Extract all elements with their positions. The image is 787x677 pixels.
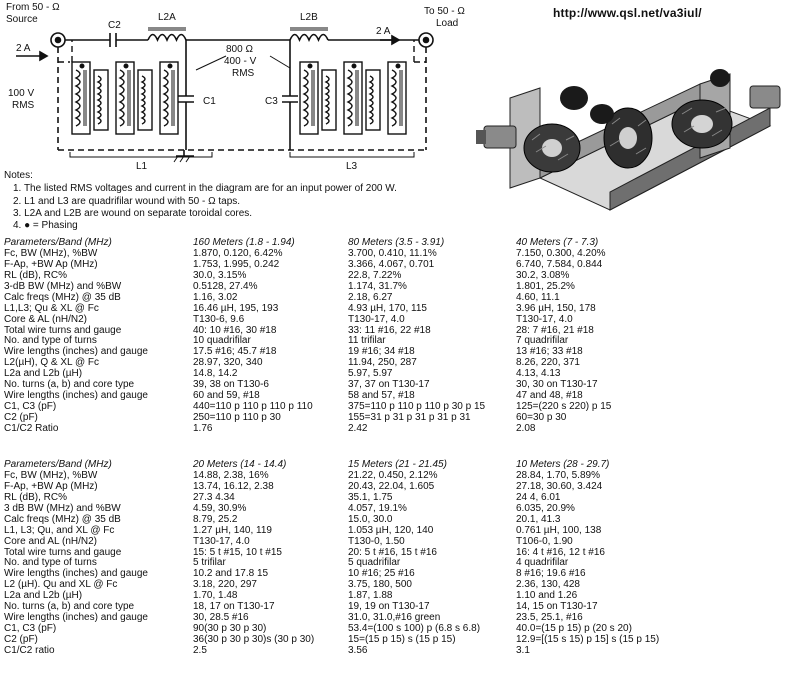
- table-cell: 16.46 µH, 195, 193: [193, 302, 279, 314]
- table-cell: 1.174, 31.7%: [348, 280, 407, 292]
- table-cell: 37, 37 on T130-17: [348, 379, 430, 391]
- table-cell: 1.76: [193, 422, 213, 434]
- table-cell: 11.94, 250, 287: [348, 357, 417, 369]
- table-cell: 10.2 and 17.8 15: [193, 568, 269, 580]
- band-160m-column: [193, 238, 343, 435]
- bandpass-filter-schematic: [0, 0, 470, 172]
- table-cell: 1.053 µH, 120, 140: [348, 524, 434, 536]
- table-cell: 10 #16; 25 #16: [348, 568, 415, 580]
- note-item: 2. L1 and L3 are quadrifilar wound with 50 - Ω taps.: [13, 195, 241, 207]
- output-current-label: 2 A: [376, 26, 391, 37]
- table-cell: 27.3 4.34: [193, 491, 235, 503]
- source-label: From 50 - Ω: [6, 2, 60, 13]
- table-cell: Wire lengths (inches) and gauge: [4, 612, 148, 624]
- note-item: 1. The listed RMS voltages and current in the diagram are for an input power of 200 W.: [13, 183, 397, 195]
- table-cell: 20: 5 t #16, 15 t #16: [348, 546, 437, 558]
- table-cell: F-Ap, +BW Ap (MHz): [4, 480, 98, 492]
- table-cell: 21.22, 0.450, 2.12%: [348, 469, 438, 481]
- table-cell: 155=31 p 31 p 31 p 31 p 31: [348, 412, 471, 423]
- table-cell: C1/C2 Ratio: [4, 422, 59, 434]
- table-cell: 1.870, 0.120, 6.42%: [193, 247, 283, 259]
- table-cell: L2 (µH). Qu and XL @ Fc: [4, 579, 118, 591]
- table-cell: 1.27 µH, 140, 119: [193, 524, 272, 536]
- table-cell: 3.56: [348, 644, 368, 656]
- table-cell: 12.9=[(15 s 15) p 15] s (15 p 15): [516, 634, 660, 645]
- table-cell: T130-17, 4.0: [516, 313, 573, 325]
- table-cell: 13 #16; 33 #18: [516, 346, 583, 358]
- table-cell: 4 quadrifilar: [516, 557, 569, 569]
- column-header: 40 Meters (7 - 7.3): [516, 237, 599, 248]
- table-cell: 35.1, 1.75: [348, 491, 393, 503]
- table-cell: 20.1, 41.3: [516, 513, 561, 525]
- table-cell: 60 and 59, #18: [193, 390, 260, 402]
- l2a-label: L2A: [158, 12, 176, 23]
- table-cell: 60=30 p 30: [516, 412, 567, 423]
- table-cell: 440=110 p 110 p 110 p 110: [193, 401, 313, 413]
- table-cell: 40: 10 #16, 30 #18: [193, 324, 277, 336]
- table-cell: No. turns (a, b) and core type: [4, 379, 135, 391]
- table-cell: 24 4, 6.01: [516, 491, 561, 503]
- table-cell: 0.5128, 27.4%: [193, 280, 258, 292]
- table-cell: 2.18, 6.27: [348, 291, 393, 303]
- table-cell: 1.753, 1.995, 0.242: [193, 258, 280, 270]
- table-cell: 90(30 p 30 p 30): [193, 623, 267, 635]
- table-cell: C1/C2 ratio: [4, 644, 55, 656]
- table-cell: 375=110 p 110 p 110 p 30 p 15: [348, 401, 486, 413]
- band-10m-column: [516, 460, 676, 657]
- table-cell: 3.366, 4.067, 0.701: [348, 258, 435, 270]
- table-cell: 19 #16; 34 #18: [348, 346, 415, 358]
- table-cell: 23.5, 25.1, #16: [516, 612, 583, 624]
- column-header: 160 Meters (1.8 - 1.94): [193, 237, 295, 248]
- table-cell: 1.16, 3.02: [193, 291, 238, 303]
- note-item: 4. ● = Phasing: [13, 220, 78, 232]
- table-cell: 2.5: [193, 644, 207, 656]
- table-cell: T106-0, 1.90: [516, 535, 573, 547]
- table-cell: 30.2, 3.08%: [516, 269, 570, 281]
- table-cell: 31.0, 31.0,#16 green: [348, 612, 441, 624]
- load-label: To 50 - Ω: [424, 6, 465, 17]
- column-header: 20 Meters (14 - 14.4): [193, 459, 287, 470]
- table-cell: 6.740, 7.584, 0.844: [516, 258, 603, 270]
- table-cell: 2.36, 130, 428: [516, 579, 580, 591]
- table-cell: T130-17, 4.0: [348, 313, 405, 325]
- table-cell: Core and AL (nH/N2): [4, 535, 98, 547]
- band-20m-column: [193, 460, 343, 657]
- table-cell: C1, C3 (pF): [4, 401, 57, 413]
- table-cell: Fc, BW (MHz), %BW: [4, 247, 98, 259]
- table-cell: L2(µH), Q & XL @ Fc: [4, 357, 100, 369]
- table-cell: 16: 4 t #16, 12 t #16: [516, 546, 605, 558]
- table-cell: 39, 38 on T130-6: [193, 379, 269, 391]
- table-cell: T130-17, 4.0: [193, 535, 250, 547]
- input-voltage-label: 100 V: [8, 88, 35, 99]
- table-cell: 40.0=(15 p 15) p (20 s 20): [516, 623, 632, 635]
- params-column-top: [4, 238, 192, 435]
- table-cell: RL (dB), RC%: [4, 269, 67, 281]
- table-cell: 27.18, 30.60, 3.424: [516, 480, 603, 492]
- table-cell: 7 quadrifilar: [516, 335, 569, 347]
- table-cell: Total wire turns and gauge: [4, 324, 122, 336]
- notes-block: [4, 170, 397, 232]
- table-cell: 10 quadrifilar: [193, 335, 251, 347]
- column-header: Parameters/Band (MHz): [4, 237, 112, 248]
- table-cell: 5 trifilar: [193, 557, 226, 569]
- table-cell: 30, 30 on T130-17: [516, 379, 598, 391]
- table-cell: 3.96 µH, 150, 178: [516, 302, 596, 314]
- column-header: 10 Meters (28 - 29.7): [516, 459, 610, 470]
- table-cell: L2a and L2b (µH): [4, 590, 83, 602]
- table-cell: 1.801, 25.2%: [516, 280, 575, 292]
- c1-label: C1: [203, 96, 216, 107]
- source-label-2: Source: [6, 14, 38, 25]
- table-cell: 3.1: [516, 644, 530, 656]
- table-cell: 0.761 µH, 100, 138: [516, 524, 602, 536]
- table-cell: Calc freqs (MHz) @ 35 dB: [4, 291, 121, 303]
- table-cell: Total wire turns and gauge: [4, 546, 122, 558]
- table-cell: 4.60, 11.1: [516, 291, 560, 303]
- node-impedance-label: 800 Ω: [226, 44, 253, 55]
- table-cell: 6.035, 20.9%: [516, 502, 575, 514]
- l1-label: L1: [136, 161, 148, 172]
- table-cell: 17.5 #16; 45.7 #18: [193, 346, 277, 358]
- table-cell: C2 (pF): [4, 634, 38, 645]
- table-cell: 1.10 and 1.26: [516, 590, 578, 602]
- table-cell: 15: 5 t #15, 10 t #15: [193, 546, 282, 558]
- table-cell: 36(30 p 30 p 30)s (30 p 30): [193, 634, 315, 645]
- table-cell: 20.43, 22.04, 1.605: [348, 480, 435, 492]
- column-header: Parameters/Band (MHz): [4, 459, 112, 470]
- note-item: 3. L2A and L2B are wound on separate toroidal cores.: [13, 207, 253, 219]
- table-cell: 3.700, 0.410, 11.1%: [348, 247, 437, 259]
- table-cell: 3.75, 180, 500: [348, 579, 412, 591]
- table-cell: Wire lengths (inches) and gauge: [4, 568, 148, 580]
- notes-heading: Notes:: [4, 170, 33, 181]
- table-cell: No. turns (a, b) and core type: [4, 601, 135, 613]
- column-header: 15 Meters (21 - 21.45): [348, 459, 447, 470]
- table-cell: 58 and 57, #18: [348, 390, 415, 402]
- table-cell: Core & AL (nH/N2): [4, 313, 87, 325]
- band-40m-column: [516, 238, 676, 435]
- table-cell: 33: 11 #16, 22 #18: [348, 324, 431, 336]
- table-cell: 14.88, 2.38, 16%: [193, 469, 269, 481]
- table-cell: 2.42: [348, 422, 368, 434]
- table-cell: 7.150, 0.300, 4.20%: [516, 247, 606, 259]
- table-cell: 5.97, 5.97: [348, 368, 393, 380]
- table-cell: 30.0, 3.15%: [193, 269, 247, 281]
- table-cell: L1,L3; Qu & XL @ Fc: [4, 302, 99, 314]
- table-cell: 28.84, 1.70, 5.89%: [516, 469, 600, 481]
- table-cell: RL (dB), RC%: [4, 491, 67, 503]
- node-voltage-label: 400 - V: [224, 56, 257, 67]
- table-cell: 18, 17 on T130-17: [193, 601, 275, 613]
- table-cell: 3 dB BW (MHz) and %BW: [4, 502, 121, 514]
- table-cell: No. and type of turns: [4, 335, 97, 347]
- table-cell: 53.4=(100 s 100) p (6.8 s 6.8): [348, 623, 481, 635]
- source-url[interactable]: http://www.qsl.net/va3iul/: [553, 6, 702, 20]
- column-header: 80 Meters (3.5 - 3.91): [348, 237, 445, 248]
- table-cell: 22.8, 7.22%: [348, 269, 402, 281]
- filter-photo: [470, 28, 785, 213]
- table-cell: 4.59, 30.9%: [193, 502, 247, 514]
- table-cell: 2.08: [516, 422, 536, 434]
- band-80m-column: [348, 238, 498, 435]
- table-cell: 125=(220 s 220) p 15: [516, 401, 612, 413]
- table-cell: 47 and 48, #18: [516, 390, 583, 402]
- table-cell: 15.0, 30.0: [348, 513, 393, 525]
- table-cell: No. and type of turns: [4, 557, 97, 569]
- table-cell: 13.74, 16.12, 2.38: [193, 480, 274, 492]
- table-cell: T130-6, 9.6: [193, 313, 245, 325]
- input-current-label: 2 A: [16, 43, 31, 54]
- table-cell: Wire lengths (inches) and gauge: [4, 390, 148, 402]
- table-cell: L1, L3; Qu, and XL @ Fc: [4, 524, 115, 536]
- table-cell: 8 #16; 19.6 #16: [516, 568, 586, 580]
- params-column-bottom: [4, 460, 192, 657]
- table-cell: C2 (pF): [4, 412, 38, 423]
- c2-label: C2: [108, 20, 121, 31]
- node-rms-label: RMS: [232, 68, 255, 79]
- table-cell: 8.79, 25.2: [193, 513, 238, 525]
- table-cell: 1.87, 1.88: [348, 590, 393, 602]
- table-cell: 250=110 p 110 p 30: [193, 412, 281, 423]
- table-cell: 3-dB BW (MHz) and %BW: [4, 280, 122, 292]
- table-cell: 4.13, 4.13: [516, 368, 561, 380]
- l3-label: L3: [346, 161, 358, 172]
- table-cell: T130-0, 1.50: [348, 535, 405, 547]
- table-cell: L2a and L2b (µH): [4, 368, 83, 380]
- table-cell: 14, 15 on T130-17: [516, 601, 598, 613]
- band-15m-column: [348, 460, 498, 657]
- table-cell: 28: 7 #16, 21 #18: [516, 324, 594, 336]
- table-cell: F-Ap, +BW Ap (MHz): [4, 258, 98, 270]
- l2b-label: L2B: [300, 12, 318, 23]
- table-cell: 28.97, 320, 340: [193, 357, 263, 369]
- table-cell: 8.26, 220, 371: [516, 357, 580, 369]
- table-cell: C1, C3 (pF): [4, 623, 57, 635]
- input-voltage-unit: RMS: [12, 100, 35, 111]
- table-cell: 3.18, 220, 297: [193, 579, 257, 591]
- table-cell: Fc, BW (MHz), %BW: [4, 469, 98, 481]
- table-cell: 4.93 µH, 170, 115: [348, 302, 427, 314]
- table-cell: 30, 28.5 #16: [193, 612, 249, 624]
- c3-label: C3: [265, 96, 278, 107]
- load-label-2: Load: [436, 18, 459, 29]
- table-cell: 4.057, 19.1%: [348, 502, 407, 514]
- table-cell: 1.70, 1.48: [193, 590, 238, 602]
- table-cell: 11 trifilar: [348, 335, 386, 347]
- table-cell: 15=(15 p 15) s (15 p 15): [348, 634, 456, 645]
- table-cell: 14.8, 14.2: [193, 368, 238, 380]
- table-cell: Wire lengths (inches) and gauge: [4, 346, 148, 358]
- table-cell: Calc freqs (MHz) @ 35 dB: [4, 513, 121, 525]
- table-cell: 5 quadrifilar: [348, 557, 401, 569]
- table-cell: 19, 19 on T130-17: [348, 601, 430, 613]
